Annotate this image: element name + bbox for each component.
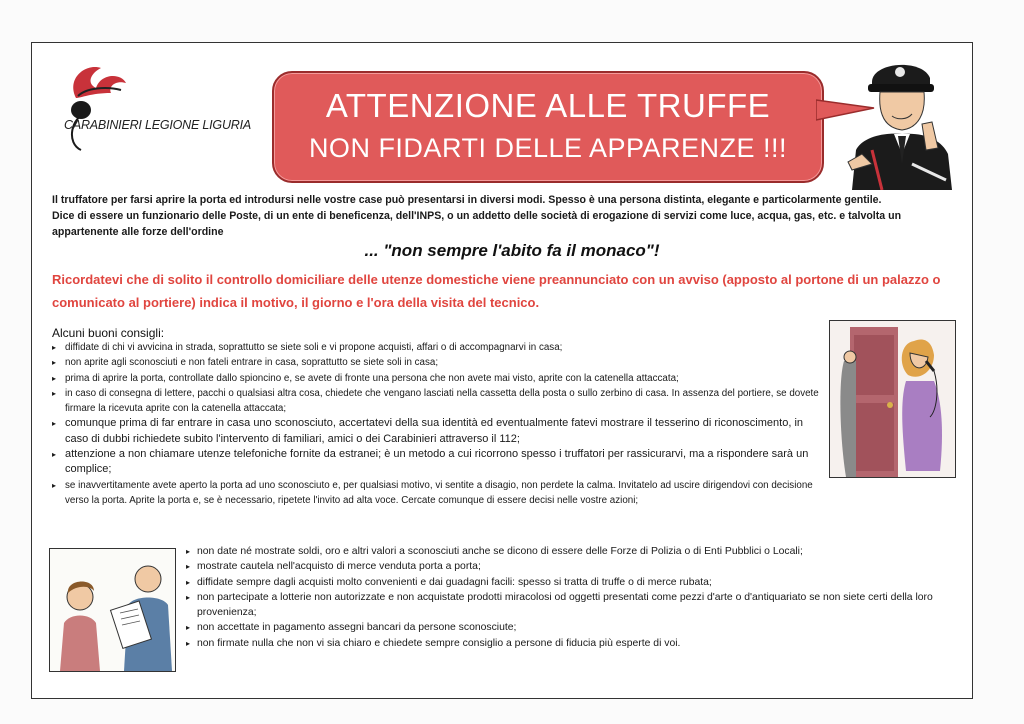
- list-item: ▸ non date né mostrate soldi, oro e altri valori a sconosciuti anche se dicono di essere delle Forze di Polizia o di Enti Pubblici o Locali;: [186, 544, 961, 559]
- tips-title: Alcuni buoni consigli:: [52, 326, 165, 340]
- list-item: ▸ attenzione a non chiamare utenze telefoniche fornite da estranei; è un metodo a cui ricorrono spesso i truffatori per rassicurarvi, ma a rispondere sarà un complice;: [52, 447, 822, 478]
- door-illustration-box: [829, 320, 956, 478]
- tips-list: [52, 340, 822, 508]
- intro-paragraph: Il truffatore per farsi aprire la porta ed introdursi nelle vostre case può presentarsi in diversi modi. Spesso è una persona distinta, elegante e particolarmente gentile.: [52, 194, 882, 206]
- list-item: ▸ non accettate in pagamento assegni bancari da persone sconosciute;: [186, 620, 961, 635]
- carabiniere-officer-illustration-icon: [842, 54, 956, 190]
- warning-text: Ricordatevi che di solito il controllo domiciliare delle utenze domestiche viene preannunciato con un avviso (apposto al portone di un palazzo o comunicato al portiere) indica il motivo, il giorno e l'ora della visita del tecnico.: [52, 272, 941, 310]
- list-item: ▸ non aprite agli sconosciuti e non fateli entrare in casa, soprattutto se siete soli in casa;: [52, 355, 822, 370]
- intro-text: [52, 192, 952, 240]
- list-item: ▸ comunque prima di far entrare in casa uno sconosciuto, accertatevi della sua identità ed eventualmente fatevi mostrare il tesserino di riconoscimento, in caso di dubbi richiedete subito l'intervento di familiari, amici o dei Carabinieri attraverso il 112;: [52, 416, 822, 447]
- headline-line1: ATTENZIONE ALLE TRUFFE: [325, 87, 771, 124]
- salesman-with-document-illustration-icon: [50, 549, 175, 671]
- salesman-illustration-box: [49, 548, 176, 672]
- list-item: ▸ diffidate sempre dagli acquisti molto convenienti e dai guadagni facili: spesso si tratta di truffe o di merce rubata;: [186, 575, 961, 590]
- headline-bubble: [272, 71, 824, 183]
- list-item: ▸ non partecipate a lotterie non autorizzate e non acquistate prodotti miracolosi od oggetti presentati come pezzi d'arte o d'antiquariato se non siete certi della loro provenienza;: [186, 590, 961, 621]
- intro-paragraph: Dice di essere un funzionario delle Poste, di un ente di beneficenza, dell'INPS, o un addetto delle società di erogazione di servizi come luce, acqua, gas, etc. e talvolta un appartenente alle forze dell'ordine: [52, 210, 902, 238]
- list-item: ▸ in caso di consegna di lettere, pacchi o qualsiasi altra cosa, chiedete che vengano lasciati nella cassetta della posta o sullo zerbino di casa. In assenza del portiere, se dovete firmare la ricevuta aprite con la catenella attaccata;: [52, 386, 822, 417]
- motto: ... "non sempre l'abito fa il monaco"!: [364, 241, 660, 260]
- tips-list-2: [186, 544, 961, 651]
- carabinieri-flame-logo-icon: [46, 58, 266, 158]
- list-item: ▸ prima di aprire la porta, controllate dallo spioncino e, se avete di fronte una persona che non avete mai visto, aprite con la catenella attaccata;: [52, 371, 822, 386]
- list-item: ▸ mostrate cautela nell'acquisto di merce venduta porta a porta;: [186, 559, 961, 574]
- headline-line2: NON FIDARTI DELLE APPARENZE !!!: [308, 133, 788, 163]
- logo-text: CARABINIERI LEGIONE LIGURIA: [64, 118, 252, 132]
- list-item: ▸ diffidate di chi vi avvicina in strada, soprattutto se siete soli e vi propone acquisti, affari o di accompagnarvi in casa;: [52, 340, 822, 355]
- list-item: ▸ non firmate nulla che non vi sia chiaro e chiedete sempre consiglio a persone di fiducia più esperte di voi.: [186, 636, 961, 651]
- list-item: ▸ se inavvertitamente avete aperto la porta ad uno sconosciuto e, per qualsiasi motivo, vi sentite a disagio, non perdete la calma. Invitatelo ad uscire dirigendovi con decisione verso la porta. Aprite la porta e, se è necessario, ripetete l'invito ad alta voce. Cercate comunque di essere decisi nelle vostre azioni;: [52, 478, 822, 509]
- woman-at-door-illustration-icon: [830, 321, 955, 477]
